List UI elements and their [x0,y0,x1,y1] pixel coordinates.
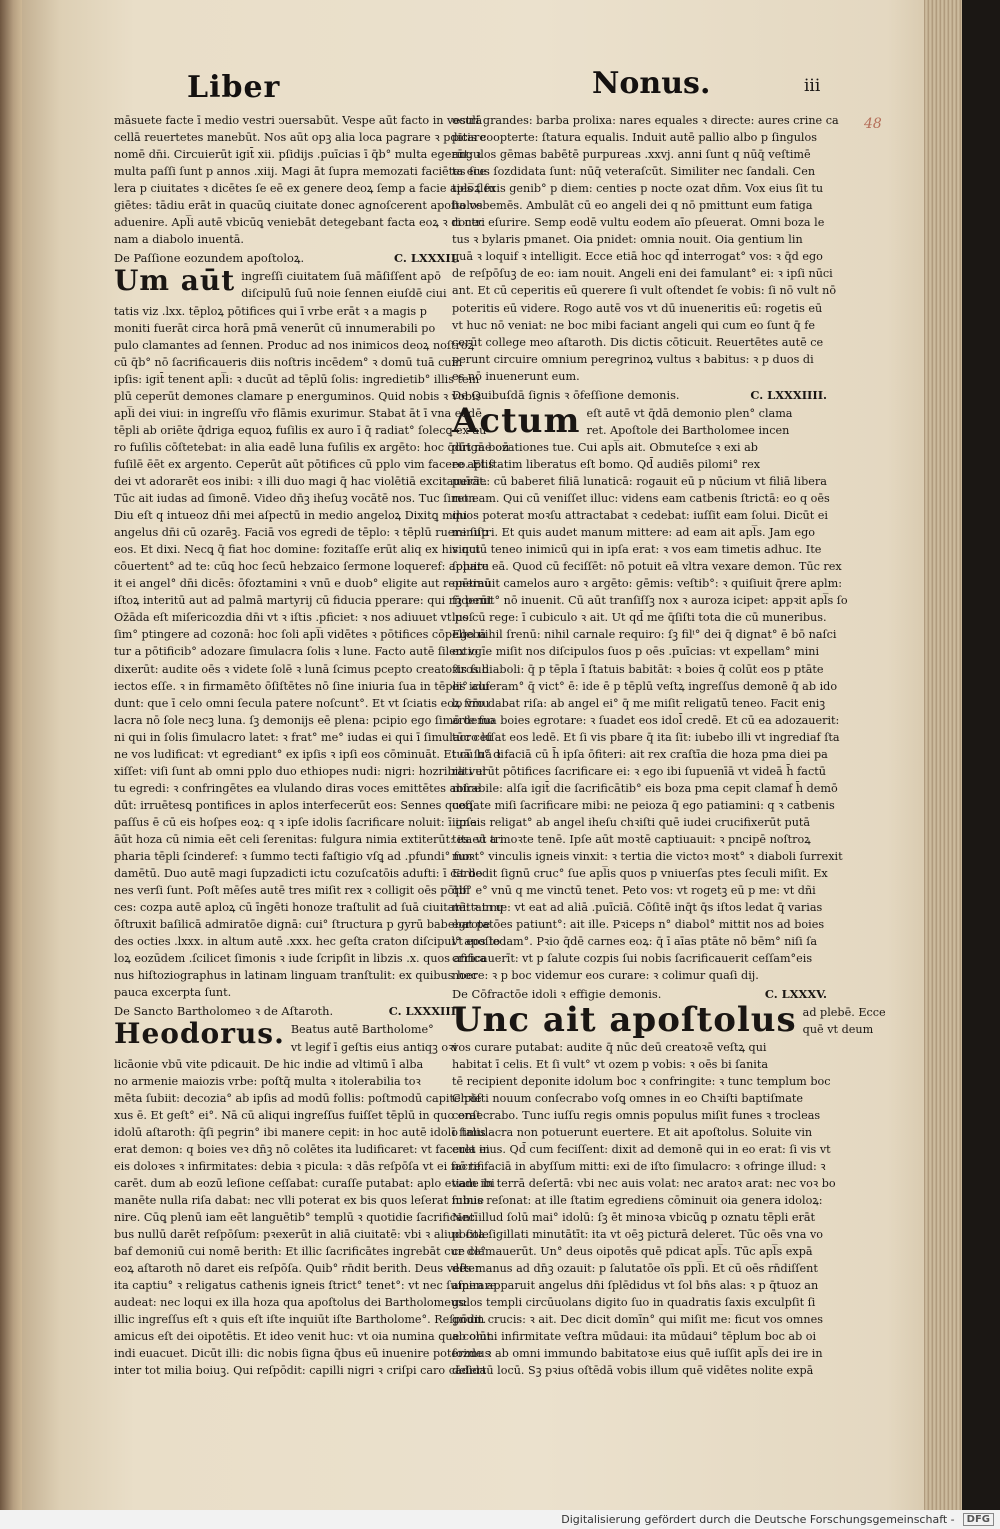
text-line: plū ceperūt demones clamare p energuminos. Quid nobis ꝛ vobis [114,389,482,403]
text-line: ab omni infirmitate veſtra mūdaui: ita mūdaui° tēplum boc ab oi [452,1330,817,1344]
initial-heading: Actum [452,400,581,441]
dfg-logo-icon: DFG [963,1513,994,1526]
text-line: lus cū rege: ī cubiculo ꝛ ait. Ut qd̄ me q̄ſiſti tota die cū muneribus. [452,611,827,625]
chapter-title: De Cōfractōe idoli ꝛ effigie demonis. [452,987,662,1002]
text-line: mittat me: vt eat ad aliā .puīciā. Cōſitē inq̄t q̄s iſtos ledat q̄ varias [452,901,823,915]
text-line: cū q̄b° nō ſacrificaueris diis noſtris incēdem° ꝛ domū tuā cum [114,355,463,369]
text-line: it ei angel° dn̄i dicēs: ōfoztamini ꝛ vnū e duob° eligite aut repētinū [114,577,492,591]
margin-annotation: 48 [864,116,882,132]
text-line: dunt: que ī celo omni ſecula patere noſcunt°. Et vt ſciatis eoꝝ ſimu [114,696,490,710]
text-line: ri nec eſurire. Semp eodē vultu eodem aīo pſeuerat. Omni boza le [452,216,825,230]
text-line: lo vr̄o dabat riſa: ab angel ei° q̄ me miſit religatū teneo. Facit eniꝫ [452,696,826,710]
text-line: amicus eſt dei oipotētis. Et ideo venit huc: vt oia numina que colūt [114,1330,492,1344]
text-line: bus nullū darēt reſpōſum: pꝛexerūt in aliā ciuitatē: vbi ꝛ aliud cole [114,1228,489,1242]
text-line: ī ſimulacra non potuerunt euertere. Et ait apoſtolus. Soluite vin [452,1125,813,1139]
text-line: poteritis eū videre. Rogo autē vos vt dū inueneritis eū: rogetis eū [452,301,823,315]
chapter-heading [452,387,827,404]
header-right: Nonus. [592,66,711,101]
text-line: Beatus autē Bartholome° [290,1023,434,1037]
text-line: māsuete facte ī medio vestri ↄuersabūt. Vespe aūt facto in vestrā [114,114,483,127]
text-line: carēt. dum ab eozū leſione ceſſabat: curaſſe putabat: aplo etiam ibi [114,1176,495,1190]
text-line: moniti fuerāt circa horā pmā venerūt cū innumerabili po [114,321,436,335]
text-line: eis doloꝛes ꝛ infirmitates: debia ꝛ picula: ꝛ dās reſpōſa vt ei ſacrifi [114,1159,485,1173]
text-line: amen apparuit angelus dn̄i ſplēdidus vt ſol bn̄s alas: ꝛ p q̄tuoz an [452,1279,819,1293]
text-line: ōſtruxit baſilicā admiratōe dignā: cui° ſtructura p gyrū babebat pe [114,918,491,932]
text-line: xus ē. Et geſt° ei°. Nā cū aliqui ingreſſus fuiſſet tēplū in quo erat [114,1108,481,1122]
text-line: tu egredi: ꝛ confringētes ea vlulando diras voces emittētes abſce [114,781,481,795]
text-line: des octies .lxxx. in altum autē .xxx. hec geſta craton diſcipul° apoſto [114,935,501,949]
text-line: xiſſet: viſi ſunt ab omni pplo duo ethiopes nudi: nigri: hozribili vul [114,764,487,778]
text-line: ſozde ꝛ ab omni immundo babitatoꝛe eius quē iuſſit apl̅s dei ire in [452,1347,823,1361]
text-line: audeat: nec loqui ex illa hoza qua apoſtolus dei Bartholomeus: [114,1296,468,1310]
text-line: pauca excerpta ſunt. [114,986,232,1000]
text-line: igneis religat° ab angel iheſu chꝛiſti quē iudei crucifixerūt putā [452,815,811,829]
text-line: vos curare putabat: audite q̄ nūc deū creatoꝛē veſtꝝ qui [452,1040,767,1054]
text-line: vinctū teneo inimicū qui in ipſa erat: ꝛ vos eam timetis adhuc. Ite [452,543,822,557]
folio-number: iii [804,76,821,96]
footer-credit: Digitalisierung gefördert durch die Deutsche Forschungsgemeinschaft - [561,1513,955,1526]
text-line: ei° auferam° q̄ vict° ē: ide ē p tēplū veſtꝝ ingreſſus demonē q̄ ab ido [452,679,838,693]
text-line: mirabile: alſa igit̄ die ſacrificātib° eis boza pma cepit clamaf h̄ demō [452,781,838,795]
text-line: quos poterat moꝛſu attractabat ꝛ cedebat: iuſſit eam ſolui. Dicūt ei [452,509,828,523]
text-line: egrotatōes patiunt°: ait ille. Pꝛiceps n° diabol° mittit nos ad boies [452,918,825,932]
text-line: idolū aſtaroth: q̄ſi pegrin° ibi manere cepit: in hoc autē idolo talis [114,1125,486,1139]
text-line: nomē dn̄i. Circuierūt igit̄ xii. pſidijs .puīcias ī q̄b° multa egerūt: ꝛ [114,148,481,162]
text-line: apl̅i dei viui: in ingreſſu vr̄o flāmis exurimur. Stabat āt ī vna eadē [114,406,482,420]
text-line: cerūt college meo aſtaroth. Dis dictis cōticuit. Reuertētes autē ce [452,335,824,349]
text-line: arte ſua boies egrotare: ꝛ ſuadet eos idol̄ credē. Et cū ea adozauerit: [452,713,840,727]
chapter-body [114,264,510,1001]
digitization-footer [0,1510,1000,1529]
text-line: habitat ī celis. Et ſi vult° vt ozem p vobis: ꝛ oēs bi ſanita [452,1057,769,1071]
initial-heading: Um aūt [114,264,236,298]
text-line: aduenire. Apl̅i autē vbicūꝗ veniebāt detegebant facta eoꝝ ꝛ doctri [114,216,485,230]
text-line: licāonie vbū vite pdicauit. De hic indie ad vltimū ī alba [114,1057,424,1071]
text-line: ces: cozpa autē aploꝝ cū īngēti honoze traſtulit ad ſuā ciuitatē: ꝛ in q [114,901,504,915]
chapter-heading [452,986,827,1003]
text-line: ſim° ptingere ad cozonā: hoc ſoli apl̅i vidētes ꝛ pōtifices cōpellebā [114,628,487,642]
text-line: vt huc nō veniat: ne boc mibi faciant angeli qui cum eo ſunt q̄ fe [452,318,815,332]
chapter-title: De Sancto Bartholomeo ꝛ de Aſtaroth. [114,1004,334,1019]
text-line: cula eius. Qd̄ cum feciſſent: dixit ad demonē qui in eo erat: ſi vis vt [452,1142,831,1156]
text-line: quē vt deum [802,1023,874,1037]
text-line: giētes: tādiu erāt in quacūꝗ ciuitate donec agnoſcerent apoſtolos [114,199,483,213]
text-line: ipſis: igit̄ tenent apl̅i: ꝛ ducūt ad tēplū ſolis: ingredietib° illis tem [114,372,480,386]
text-line: loꝝ eozūdem .ſcilicet ſimonis ꝛ iude ſcripſit in libzis .x. quos africa [114,952,487,966]
text-line: noere: ꝛ p boc videmur eos curare: ꝛ colimur quaſi dij. [452,969,759,983]
running-header [22,64,962,114]
text-line: ta eius ſozdidata ſunt: nūq̄ veteraſcūt. Similiter nec ſandali. Cen [452,165,816,179]
text-line: ita captiu° ꝛ religatus cathenis igneis ſtrict° tenet°: vt nec ſuſpirare [114,1279,497,1293]
text-line: ni qui in ſolis ſimulacro latet: ꝛ frat° me° iudas ei qui ī ſimulacro lu [114,730,493,744]
text-line: nō te faciā in abyſſum mitti: exi de iſto ſimulacro: ꝛ ofringe illud: ꝛ [452,1159,826,1173]
text-line: multa paſſi ſunt p annos .xiij. Magi āt ſupra memozati faciētes ſce [114,165,487,179]
left-intro-text [114,112,496,248]
text-line: guā ꝛ loquif ꝛ intelligit. Ecce etiā hoc qd̄ interrogat° vos: ꝛ q̄d ego [452,250,823,264]
text-line: pharia tēpli ſcinderef: ꝛ ſummo tecti faſtigio vſꝗ ad .pfundi° fun [114,850,473,864]
text-line: ba vebemēs. Ambulāt cū eo angeli dei q nō pmittunt eum fatiga [452,199,813,213]
text-line: cellā reuertetes manebūt. Nos aūt opꝫ alia loca pagrare ꝛ pdicare [114,131,486,145]
text-line: ſoluite eā. Quod cū feciſſēt: nō potuit eā vltra vexare demon. Tūc rex [452,560,842,574]
header-left: Liber [187,70,281,105]
chapter-title: De Quibuſdā ſignis ꝛ ōfeſſione demonis. [452,387,680,402]
text-line: Chꝛiſti nouum conſecrabo voſꝗ omnes in eo Chꝛiſti baptiſmate [452,1091,804,1105]
chapter-text [114,1017,497,1379]
text-line: eos. Et dixi. Necꝗ q̄ fiat hoc domine: fozitaſſe erūt aliq ex his qui [114,543,480,557]
text-line: iectos eſſe. ꝛ in firmamēto ōſiſtētes nō ſine iniuria ſua in tēplis iclu [114,679,490,693]
chapter-text [452,400,848,985]
text-line: pitis coopterte: ſtatura equalis. Induit autē pallio albo p ſingulos [452,131,817,145]
chapter-body [114,1017,497,1379]
text-line: nire. Cūꝗ plenū iam eēt languētib° templū ꝛ quotidie ſacrificantī [114,1211,479,1224]
text-line: mēta ſubiit: decozia° ab ipſis ad modū follis: poſtmodū capite ple [114,1091,482,1105]
text-line: tē recipient deponite idolum boc ꝛ confringite: ꝛ tunc templum boc [452,1074,831,1088]
text-line: ties flexis genib° p diem: centies p nocte ozat dn̄m. Vox eius ſit tu [452,182,824,196]
text-line: puīcie: cū baberet filiā lunaticā: rogauit eū p nūcium vt filiā libera [452,474,827,488]
initial-heading: Heodorus. [114,1017,285,1051]
text-line: ceſſate miſi ſacrificare mibi: ne peioza q̄ ego patiamini: q ꝛ catbenis [452,798,835,812]
text-line: tur a pōtificib° adozare ſimulacra ſolis ꝛ lune. Facto autē ſilentio [114,645,478,659]
chapter-heading [114,250,460,267]
text-line: pulo clamantes ad ſennen. Produc ad nos inimicos deoꝝ noſtroꝝ [114,338,475,352]
text-line: poſita ſigillati minutātīt: ita vt oēꝫ picturā deleret. Tūc oēs vna vo [452,1228,823,1242]
text-line: de reſpōſuꝫ de eo: iam nouit. Angeli eni dei famulant° ei: ꝛ ipſi nūci [452,267,833,281]
text-line: lacra nō ſole necꝫ luna. ſꝫ demonijs eē plena: pcipio ego ſimō demo [114,713,495,727]
text-line: vt legif ī geſtis eius antiqꝫ oꝛi [290,1040,457,1054]
text-line: āūt hoza cū nimia eēt celi ſerenitas: fulgura nimia extiterūt: ita vt tri [114,832,504,846]
text-line: dēs manus ad dn̄ꝫ ozauit: p ſalutatōe oīs ppl̅i. Et cū oēs rn̄diſſent [452,1262,818,1276]
text-line: Diu eſt q intueoz dn̄i mei aſpectū in medio angeloꝝ Dixitꝗ mihi [114,509,468,523]
text-line: perunt circuire omnium peregrinoꝝ vultus ꝛ babitus: ꝛ p duos di [452,352,814,366]
text-line: eoꝝ aſtaroth nō daret eis reſpōſa. Quib° rn̄dit berith. Deus veſter [114,1262,481,1276]
chapter-number: C. LXXXV. [764,987,827,1002]
text-line: diſcipulū ſuū noie ſennen eiuſdē ciui [241,287,447,301]
text-line: inter tot milia boiuꝫ. Qui reſpōdit: capilli nigri ꝛ criſpi caro cādida [114,1364,487,1378]
chapter-body [452,400,848,985]
text-line: ex vgīe miſit nos diſcipulos ſuos p oēs .puīcias: vt expellam° mini [452,645,820,659]
chapter-number: C. LXXXIII. [388,1004,460,1019]
text-line: Nec illud ſolū mai° idolū: ſꝫ ēt minoꝛa vbicūꝗ p oznatu tēpli erāt [452,1211,816,1224]
text-line: indi euacuet. Dicūt illi: dic nobis ſigna q̄bus eū inuenire poterimus [114,1347,491,1361]
chapter-heading [114,1003,460,1020]
text-line: es nō inuenerunt eum. [452,369,580,383]
text-line: Tūc ait iudas ad ſimonē. Video dn̄ꝫ iheſuꝫ vocātē nos. Tuc ſimon [114,492,476,506]
book-page [22,0,962,1510]
text-line: nes verſi ſunt. Poſt mēſes autē tres miſit rex ꝛ colligit oēs pōtifi [114,884,470,898]
text-line: tūc ceſſat eos ledē. Et ſi vis pbare q̄ ita ſit: iubebo illi vt ingrediaf ſta [452,730,840,744]
initial-heading: Unc ait apoſtolus [452,1000,797,1041]
text-line: moꝛt° vinculis igneis vinxit: ꝛ tertia die victoꝛ moꝛt° ꝛ diaboli ſurrexit [452,850,843,864]
text-line: ce clamauerūt. Un° deus oipotēs quē pdicat apl̅s. Tūc apl̅s expā [452,1245,813,1259]
text-line: q̄b° e° vnū q me vinctū tenet. Peto vos: vt rogetꝫ eū p me: vt dñi [452,884,816,898]
text-line: vt eos ledam°. Pꝛio q̄dē carnes eoꝝ: q̄ ī aīas ptāte nō bēm° niſi ſa [452,935,818,949]
text-line: eo. Et ſtatim liberatus eſt bomo. Qd̄ audiēs pilomi° rex [452,457,761,471]
text-line: tuā ſuā ꝛ faciā cū h̄ ipſa ōfiteri: ait rex craſtīa die hoza pma diei pa [452,747,828,761]
text-line: vade in terrā deſertā: vbi nec auis volat: nec aratoꝛ arat: nec voꝛ bo [452,1176,836,1190]
chapter-number: C. LXXXII. [394,251,460,266]
text-line: ant. Et cū ceperitis eū querere ſi vult oſtendet ſe vobis: ſi nō vult nō [452,284,837,298]
text-line: dei vt adorarēt eos inibi: ꝛ illi duo magi q̄ hac violētiā excitauerāt. [114,474,488,488]
text-line: crificauerīt: vt p ſalute cozpis ſui nobis ſacrificauerit ceſſam°eis [452,952,813,966]
text-line: ret. Apoſtole dei Bartholomee incen [586,423,790,437]
text-line: erat demon: q boies veꝛ dn̄ꝫ nō colētes ita ludificaret: vt faceret in [114,1142,490,1156]
text-line: rati erūt pōtifices ſacrificare ei: ꝛ ego ibi ſupuenīā vt videā h̄ factū [452,764,826,778]
text-line: lera p ciuitates ꝛ dicētes ſe eē ex genere deoꝝ ſemp a facie aplo̅ꝝ fu [114,182,496,196]
chapter-title: De Paſſione eozundem apoſtoloꝝ. [114,251,305,266]
chapter-number: C. LXXXIIII. [750,387,827,402]
text-line: nus hiſtoziographus in latinam linguam tranſtulit: ex quibus hec [114,969,478,983]
chapter-body [452,1000,886,1379]
text-line: gnum crucis: ꝛ ait. Dec dicit domīn° qui miſit me: ficut vos omnes [452,1313,823,1327]
page-edges [924,0,962,1510]
right-intro-text [452,112,839,385]
text-line: fuſilē ēēt ex argento. Ceperūt aūt pōtifices cū pplo vim facere aplis [114,457,495,471]
text-line: damētū. Duo autē magi ſupzadicti ictu cozuſcatōis adufti: ī carbo [114,867,483,881]
text-line: miniſtri. Et quis audet manum mittere: ad eam ait apl̅s. Jam ego [452,526,816,540]
text-line: nam a diabolo inuentā. [114,233,244,247]
text-line: ad plebē. Ecce [802,1006,886,1020]
chapter-text [452,1000,886,1379]
text-line: manēte nulla riſa dabat: nec vlli poterat ex bis quos leſerat ſubue [114,1193,484,1207]
text-line: tus ꝛ bylaris pmanet. Oia pnidet: omnia nouit. Oia gentium lin [452,233,803,247]
text-line: angelus dn̄i cū ozarēꝫ. Faciā vos egredi de tēplo: ꝛ tēplū ruere ſup [114,526,489,540]
text-line: ro fuſilis cōſtetebat: in alia eadē luna fuſilis ex argēto: hoc q̄drigā boū [114,440,510,454]
text-line: iſtoꝝ interitū aut ad palmā martyrij cū fiducia pperare: qui rn̄derūt [114,594,493,608]
text-line: baf demoniū cui nomē berith: Et illic ſacrificātes ingrebāt cur de° [114,1245,486,1259]
text-line: Oz̄āda eſt miſericozdia dn̄i vt ꝛ iſtis .pficiet: ꝛ nos adiuuet vt poſ [114,611,473,625]
text-line: minis reſonat: at ille ſtatim egrediens cōminuit oia genera idoloꝝ: [452,1193,823,1207]
text-line: eſt autē vt q̄dā demonio plen° clama [586,406,793,420]
text-line: tes eū a moꝛte tenē. Ipſe aūt moꝛtē captiuauit: ꝛ pncipē noſtroꝝ [452,832,811,846]
left-column [114,112,510,1379]
text-line: deſertū locū. Sꝫ pꝛius oſtēdā vobis illum quē vidētes nolite expā [452,1364,814,1378]
text-line: tēpli ab oriēte q̄driga equoꝝ fuſilis ex auro ī q̄ radiat° ſolecꝗ ex au [114,423,487,437]
text-line: ne vos ludificat: vt egrediant° ex ipſis ꝛ ipſi eos cōminuāt. Et cū h° di [114,747,504,761]
text-line: ſtros diaboli: q̄ p tēpla ī ſtatuis babitāt: ꝛ boies q̄ colūt eos p ptāte [452,662,824,676]
text-line: onerauit camelos auro ꝛ argēto: gēmis: veſtib°: ꝛ quiſiuit q̄rere aplm: [452,577,842,591]
text-line: Ego nihil ſrenū: nihil carnale requiro: ſꝫ filⁱ° dei q̄ dignat° ē bō naſci [452,628,837,642]
text-line: dixerūt: audite oēs ꝛ videte ſolē ꝛ lunā ſcimus pcepto creatoꝛis ſub [114,662,489,676]
text-line: gulos templi circūuolans digito ſuo in quadratis ſaxis exculpſit ſi [452,1296,816,1310]
text-line: ret eam. Qui cū veniſſet illuc: videns eam catbenis ſtrictā: eo q oēs [452,492,830,506]
text-line: angulos gēmas babētē purpureas .xxvj. anni ſunt q nūq̄ veſtimē [452,148,811,162]
book-binding [0,0,22,1510]
text-line: conſecrabo. Tunc iuſſu regis omnis populus miſit funes ꝛ trocleas [452,1108,821,1122]
text-line: no armenie maiozis vrbe: poſtq̄ multa ꝛ itolerabilia toꝛ [114,1074,421,1088]
chapter-text [114,264,510,1001]
text-line: dūt me ozationes tue. Cui apl̅s ait. Obmuteſce ꝛ exi ab [452,440,758,454]
text-line: ſꝫ penit° nō inuenit. Cū aūt tranſiſſꝫ nox ꝛ auroza icipet: appꝛit apl̅s ſo [452,594,848,608]
text-line: Et dedit ſignū cruc° ſue apl̅is quos p vniuerſas ptes ſeculi miſit. Ex [452,867,828,881]
text-line: tatis viz .lxx. tēploꝝ pōtifices qui ī vrbe erāt ꝛ a magis p [114,304,427,318]
text-line: cōuertent° ad te: cūꝗ hoc ſecū hebzaico ſermone loqueref: apparu [114,560,490,574]
text-line: oculi grandes: barba prolixa: nares equales ꝛ directe: aures crine ca [452,114,839,127]
text-line: dūt: irruētesꝗ pontifices in aplos interfecerūt eos: Sennes quoꝗ [114,798,474,812]
text-line: ingreſſi ciuitatem ſuā māſiſſent apō [241,270,441,284]
text-line: illic ingreſſus eſt ꝛ quis eſt iſte inquiūt iſte Bartholome°. Reſpōdit. [114,1313,487,1327]
text-line: paſſus ē cū eis hoſpes eoꝝ: q ꝛ ipſe idolis ſacrificare noluit: ī ipſa [114,815,477,829]
